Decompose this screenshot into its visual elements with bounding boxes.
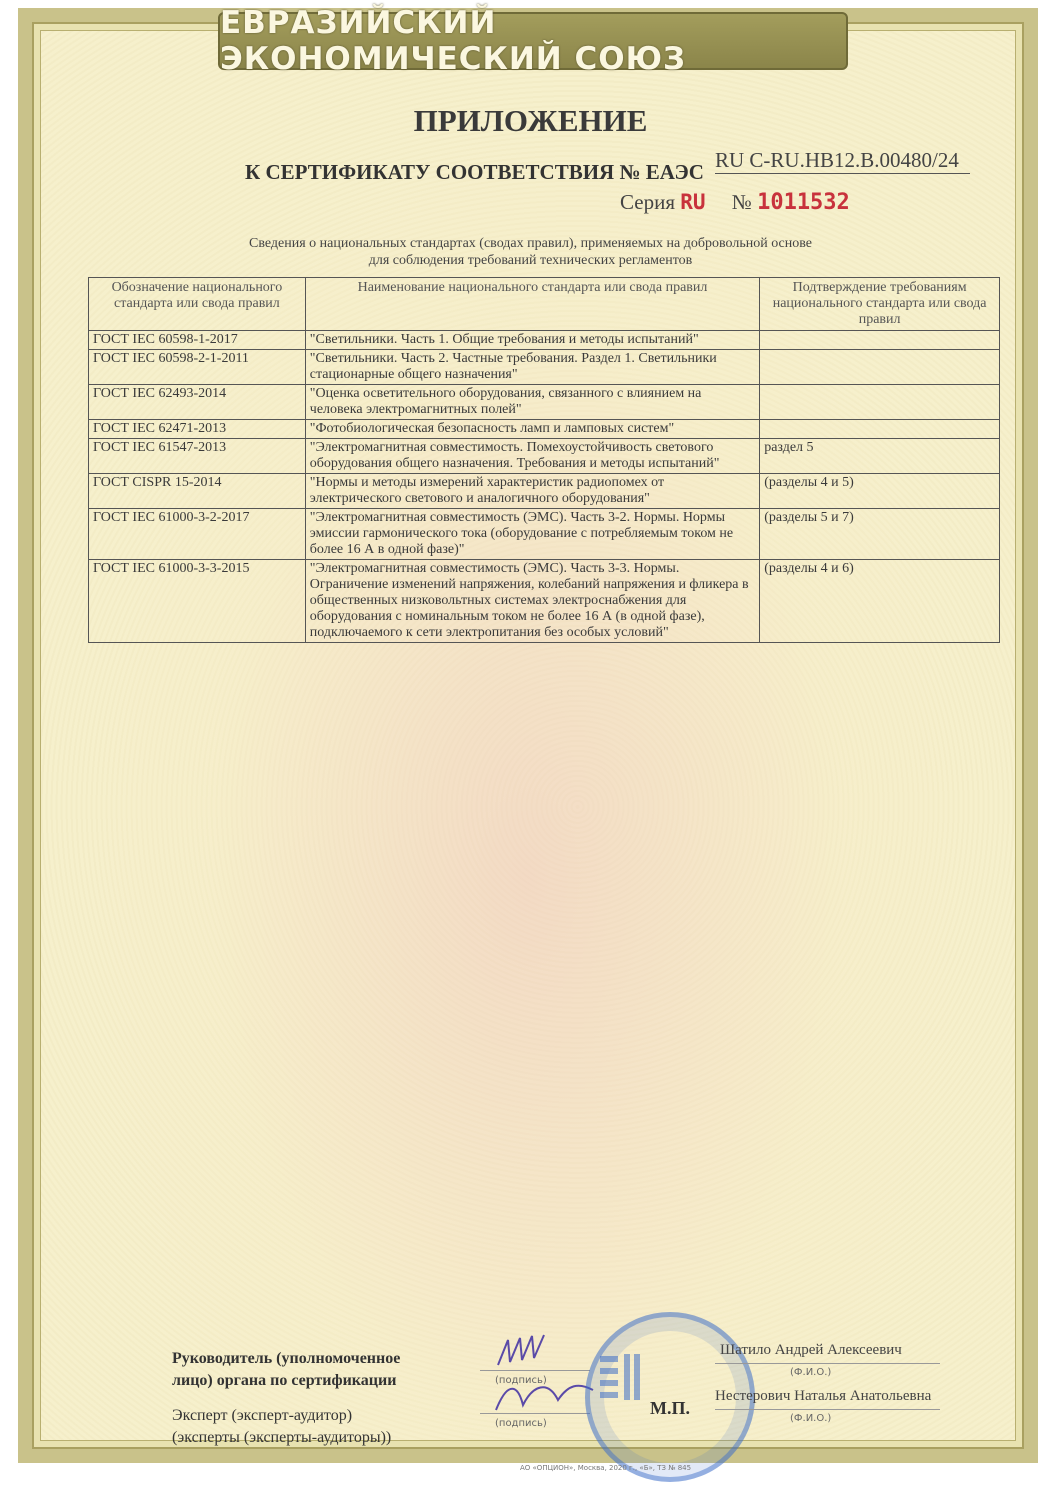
table-row bbox=[89, 350, 1000, 385]
standard-name: "Фотобиологическая безопасность ламп и ламповых систем" bbox=[305, 420, 759, 439]
expert-label bbox=[172, 1405, 391, 1449]
series-label: Серия bbox=[620, 190, 675, 214]
subtitle bbox=[0, 235, 1061, 269]
standard-designation: ГОСТ IEC 62493-2014 bbox=[89, 385, 306, 420]
subtitle-line: Сведения о национальных стандартах (сводах правил), применяемых на добровольной основе bbox=[249, 236, 812, 251]
head-label-line: лицо) органа по сертификации bbox=[172, 1372, 397, 1389]
standard-designation: ГОСТ IEC 60598-1-2017 bbox=[89, 331, 306, 350]
series-line bbox=[620, 190, 850, 215]
confirmation bbox=[760, 385, 1000, 420]
header-name: Наименование национального стандарта или свода правил bbox=[305, 278, 759, 331]
table-row bbox=[89, 331, 1000, 350]
standard-designation: ГОСТ IEC 61547-2013 bbox=[89, 439, 306, 474]
confirmation: (разделы 4 и 6) bbox=[760, 560, 1000, 643]
form-number: 1011532 bbox=[757, 190, 850, 215]
expert-label-line: (эксперты (эксперты-аудиторы)) bbox=[172, 1429, 392, 1446]
header-designation: Обозначение национального стандарта или свода правил bbox=[89, 278, 306, 331]
table-row bbox=[89, 509, 1000, 560]
standard-name: "Светильники. Часть 1. Общие требования и методы испытаний" bbox=[305, 331, 759, 350]
head-label-line: Руководитель (уполномоченное bbox=[172, 1350, 401, 1367]
signature-caption: (подпись) bbox=[495, 1375, 547, 1386]
confirmation bbox=[760, 331, 1000, 350]
table-row bbox=[89, 439, 1000, 474]
confirmation: (разделы 5 и 7) bbox=[760, 509, 1000, 560]
table-row bbox=[89, 560, 1000, 643]
stamp-mark: М.П. bbox=[650, 1398, 690, 1418]
confirmation bbox=[760, 420, 1000, 439]
standard-designation: ГОСТ CISPR 15-2014 bbox=[89, 474, 306, 509]
standard-name: "Электромагнитная совместимость (ЭМС). Часть 3-2. Нормы. Нормы эмиссии гармонического тока (оборудование с потребляемым током не более 16 А в одной фазе)" bbox=[305, 509, 759, 560]
standards-table bbox=[88, 277, 1000, 643]
table-row bbox=[89, 385, 1000, 420]
head-name: Шатило Андрей Алексеевич bbox=[720, 1342, 902, 1358]
fio-caption: (Ф.И.О.) bbox=[790, 1367, 832, 1378]
signature-caption: (подпись) bbox=[495, 1418, 547, 1429]
confirmation: раздел 5 bbox=[760, 439, 1000, 474]
standard-name: "Светильники. Часть 2. Частные требования. Раздел 1. Светильники стационарные общего назначения" bbox=[305, 350, 759, 385]
table-header bbox=[89, 278, 1000, 331]
number-label: № bbox=[731, 190, 752, 214]
standard-designation: ГОСТ IEC 61000-3-2-2017 bbox=[89, 509, 306, 560]
table-row bbox=[89, 474, 1000, 509]
standard-name: "Электромагнитная совместимость (ЭМС). Часть 3-3. Нормы. Ограничение изменений напряжения, колебаний напряжения и фликера в общественных низковольтных системах электроснабжения для оборудования с номинальным током не более 16 А (в одной фазе), подключаемого к сети электропитания без особых условий" bbox=[305, 560, 759, 643]
confirmation: (разделы 4 и 5) bbox=[760, 474, 1000, 509]
standard-name: "Нормы и методы измерений характеристик радиопомех от электрического светового и аналогичного оборудования" bbox=[305, 474, 759, 509]
series-value: RU bbox=[680, 190, 706, 214]
expert-label-line: Эксперт (эксперт-аудитор) bbox=[172, 1407, 353, 1424]
standard-designation: ГОСТ IEC 62471-2013 bbox=[89, 420, 306, 439]
certificate-label: К СЕРТИФИКАТУ СООТВЕТСТВИЯ № ЕАЭС bbox=[245, 160, 704, 184]
signatures-handwritten bbox=[488, 1330, 598, 1420]
standard-name: "Оценка осветительного оборудования, связанного с влиянием на человека электромагнитных полей" bbox=[305, 385, 759, 420]
certificate-number: RU C-RU.HB12.B.00480/24 bbox=[715, 148, 970, 174]
certificate-page bbox=[18, 8, 1038, 1463]
expert-name: Нестерович Наталья Анатольевна bbox=[715, 1388, 932, 1404]
document-title: ПРИЛОЖЕНИЕ bbox=[413, 103, 648, 138]
union-banner: ЕВРАЗИЙСКИЙ ЭКОНОМИЧЕСКИЙ СОЮЗ bbox=[218, 12, 848, 70]
subtitle-line: для соблюдения требований технических регламентов bbox=[368, 253, 693, 268]
table-row bbox=[89, 420, 1000, 439]
fio-caption: (Ф.И.О.) bbox=[790, 1413, 832, 1424]
seal-logo-icon bbox=[598, 1350, 646, 1420]
header-confirmation: Подтверждение требованиям национального стандарта или свода правил bbox=[760, 278, 1000, 331]
printer-note: АО «ОПЦИОН», Москва, 2020 г., «Б», ТЗ № 845 bbox=[520, 1464, 692, 1472]
standard-designation: ГОСТ IEC 60598-2-1-2011 bbox=[89, 350, 306, 385]
standard-designation: ГОСТ IEC 61000-3-3-2015 bbox=[89, 560, 306, 643]
confirmation bbox=[760, 350, 1000, 385]
standard-name: "Электромагнитная совместимость. Помехоустойчивость светового оборудования общего назначения. Требования и методы испытаний" bbox=[305, 439, 759, 474]
head-label bbox=[172, 1348, 400, 1392]
